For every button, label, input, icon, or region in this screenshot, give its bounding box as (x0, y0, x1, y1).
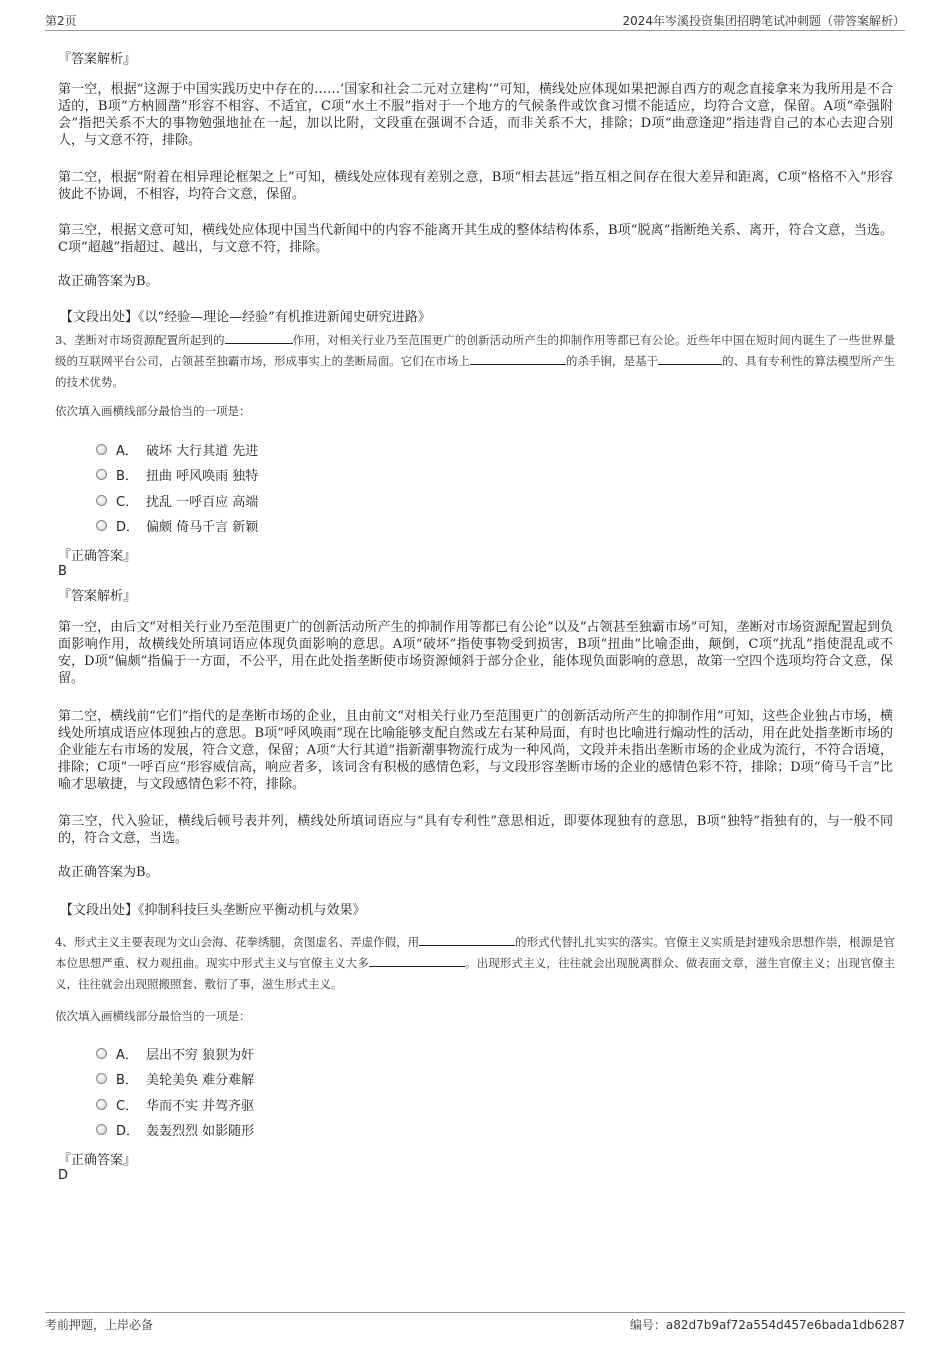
footer-serial: 编号：a82d7b9af72a554d457e6bada1db6287 (629, 1318, 905, 1332)
radio-icon[interactable] (96, 1048, 107, 1059)
page-footer (45, 1312, 905, 1334)
q3-stem-part2: 作用，对相关行业乃至范围更广的创新活动所产生的抑制作用等都已有公论。近些年中国在短时间内诞生了一些世界量级的互联网平台公司，占领甚至独霸市场，形成事实上的垄断局面。它们在市场上 (55, 333, 895, 368)
q3-blank-3 (658, 353, 722, 365)
q2-analysis-p2: 第二空，根据“附着在相异理论框架之上”可知，横线处应体现有差别之意，B项“相去甚远”指互相之间存在很大差异和距离，C项“格格不入”形容彼此不协调，不相容，均符合文意，保留。 (58, 170, 893, 202)
q3-instruction: 依次填入画横线部分最恰当的一项是： (55, 404, 251, 418)
radio-icon[interactable] (96, 469, 107, 480)
radio-icon[interactable] (96, 1099, 107, 1110)
q4-stem-part1: 4、形式主义主要表现为文山会海、花拳绣腿，贪图虚名、弄虚作假，用 (55, 935, 420, 949)
correct-answer-label: 『正确答案』 (58, 1153, 137, 1168)
analysis-label: 『答案解析』 (58, 52, 137, 67)
footer-slogan: 考前押题，上岸必备 (45, 1318, 154, 1332)
q4-instruction: 依次填入画横线部分最恰当的一项是： (55, 1009, 251, 1023)
q4-option-a[interactable]: A． 层出不穷 狼狈为奸 (96, 1043, 254, 1063)
q2-source (60, 306, 431, 325)
radio-icon[interactable] (96, 520, 107, 531)
q3-analysis-p1: 第一空，由后文“对相关行业乃至范围更广的创新活动所产生的抑制作用等都已有公论”以及“占领甚至独霸市场”可知，垄断对市场资源配置起到负面影响作用，故横线处所填词语应体现负面影响的意思。A项“破坏”指使事物受到损害，B项“扭曲”比喻歪曲，颠倒，C项“扰乱”指使混乱或不安，D项“偏颇”指偏于一方面，不公平，用在此处指垄断使市场资源倾斜于部分企业，能体现负面影响的意思，故第一空四个选项均符合文意，保留。 (58, 620, 893, 686)
radio-icon[interactable] (96, 495, 107, 506)
q4-option-c[interactable]: C． 华而不实 并驾齐驱 (96, 1094, 254, 1114)
q4-stem-part3: 。出现形式主义，往往就会出现脱离群众、做表面文章，滋生官僚主义；出现官僚主义，往往就会出现照搬照套、敷衍了事，滋生形式主义。 (55, 956, 895, 991)
q2-conclusion: 故正确答案为B。 (58, 274, 159, 289)
q3-blank-1 (225, 332, 293, 344)
correct-answer-label: 『正确答案』 (58, 549, 137, 564)
source-title: 《抑制科技巨头垄断应平衡动机与效果》 (138, 903, 366, 918)
source-prefix: 【文段出处】 (60, 903, 139, 918)
document-title: 2024年岑溪投资集团招聘笔试冲刺题（带答案解析） (622, 14, 905, 28)
analysis-label: 『答案解析』 (58, 589, 137, 604)
q4-stem (55, 932, 895, 995)
radio-icon[interactable] (96, 444, 107, 455)
q3-stem-part4: 的、具有专利性的算法模型所产生的技术优势。 (55, 354, 896, 389)
q2-analysis-p1: 第一空，根据“这源于中国实践历史中存在的……‘国家和社会二元对立建构’”可知，横线处应体现如果把源自西方的观念直接拿来为我所用是不合适的，B项“方枘圆凿”形容不相容、不适宜，C项“水土不服”指对于一个地方的气候条件或饮食习惯不能适应，均符合文意，保留。A项“牵强附会”指把关系不大的事物勉强地扯在一起，加以比附，文段重在强调不合适，而非关系不大，排除；D项“曲意逢迎”指违背自己的本心去迎合别人，与文意不符，排除。 (58, 82, 893, 148)
radio-icon[interactable] (96, 1073, 107, 1084)
page-header (45, 12, 905, 31)
source-title: 《以“经验—理论—经验”有机推进新闻史研究进路》 (138, 310, 431, 325)
source-prefix: 【文段出处】 (60, 310, 139, 325)
q2-analysis-p3: 第三空，根据文意可知，横线处应体现中国当代新闻中的内容不能离开其生成的整体结构体系，B项“脱离”指断绝关系、离开，符合文意，当选。C项“超越”指超过、越出，与文意不符，排除。 (58, 223, 893, 255)
radio-icon[interactable] (96, 1124, 107, 1135)
q4-answer: D (58, 1168, 69, 1183)
q3-option-c[interactable]: C． 扰乱 一呼百应 高端 (96, 490, 258, 510)
q3-stem-part3: 的杀手锏，是基于 (565, 354, 659, 368)
q4-blank-2 (369, 955, 465, 967)
q3-analysis-p2: 第二空，横线前“它们”指代的是垄断市场的企业，且由前文“对相关行业乃至范围更广的创新活动所产生的抑制作用”可知，这些企业独占市场，横线处所填成语应体现独占的意思。B项“呼风唤雨”现在比喻能够支配自然或左右某种局面，有时也比喻进行煽动性的活动，用在此处指垄断市场的企业能左右市场的发展，符合文意，保留；A项“大行其道”指新潮事物流行成为一种风尚，文段并未指出垄断市场的企业成为流行，不符合语境，排除；C项“一呼百应”形容威信高，响应者多，该词含有积极的感情色彩，与文段形容垄断市场的企业的感情色彩不符，排除；D项“倚马千言”比喻才思敏捷，与文段感情色彩不符，排除。 (58, 709, 893, 792)
q3-option-b[interactable]: B． 扭曲 呼风唤雨 独特 (96, 464, 258, 484)
q4-option-b[interactable]: B． 美轮美奂 难分难解 (96, 1068, 254, 1088)
q3-source (60, 899, 366, 918)
q3-option-d[interactable]: D． 偏颇 倚马千言 新颖 (96, 515, 258, 535)
q3-stem (55, 330, 895, 393)
q4-blank-1 (419, 934, 515, 946)
q4-option-d[interactable]: D． 轰轰烈烈 如影随形 (96, 1119, 254, 1139)
page-number: 第2页 (45, 14, 77, 28)
q3-answer: B (58, 564, 67, 579)
q3-conclusion: 故正确答案为B。 (58, 865, 159, 880)
q3-option-a[interactable]: A． 破坏 大行其道 先进 (96, 439, 258, 459)
q3-stem-part1: 3、垄断对市场资源配置所起到的 (55, 333, 225, 347)
q4-stem-part2: 的形式代替扎扎实实的落实。官僚主义实质是封建残余思想作祟，根源是官本位思想严重、权力观扭曲。现实中形式主义与官僚主义大多 (55, 935, 895, 970)
q3-blank-2 (470, 353, 566, 365)
q3-analysis-p3: 第三空，代入验证，横线后顿号表并列，横线处所填词语应与“具有专利性”意思相近，即要体现独有的意思，B项“独特”指独有的，与一般不同的，符合文意，当选。 (58, 814, 893, 846)
